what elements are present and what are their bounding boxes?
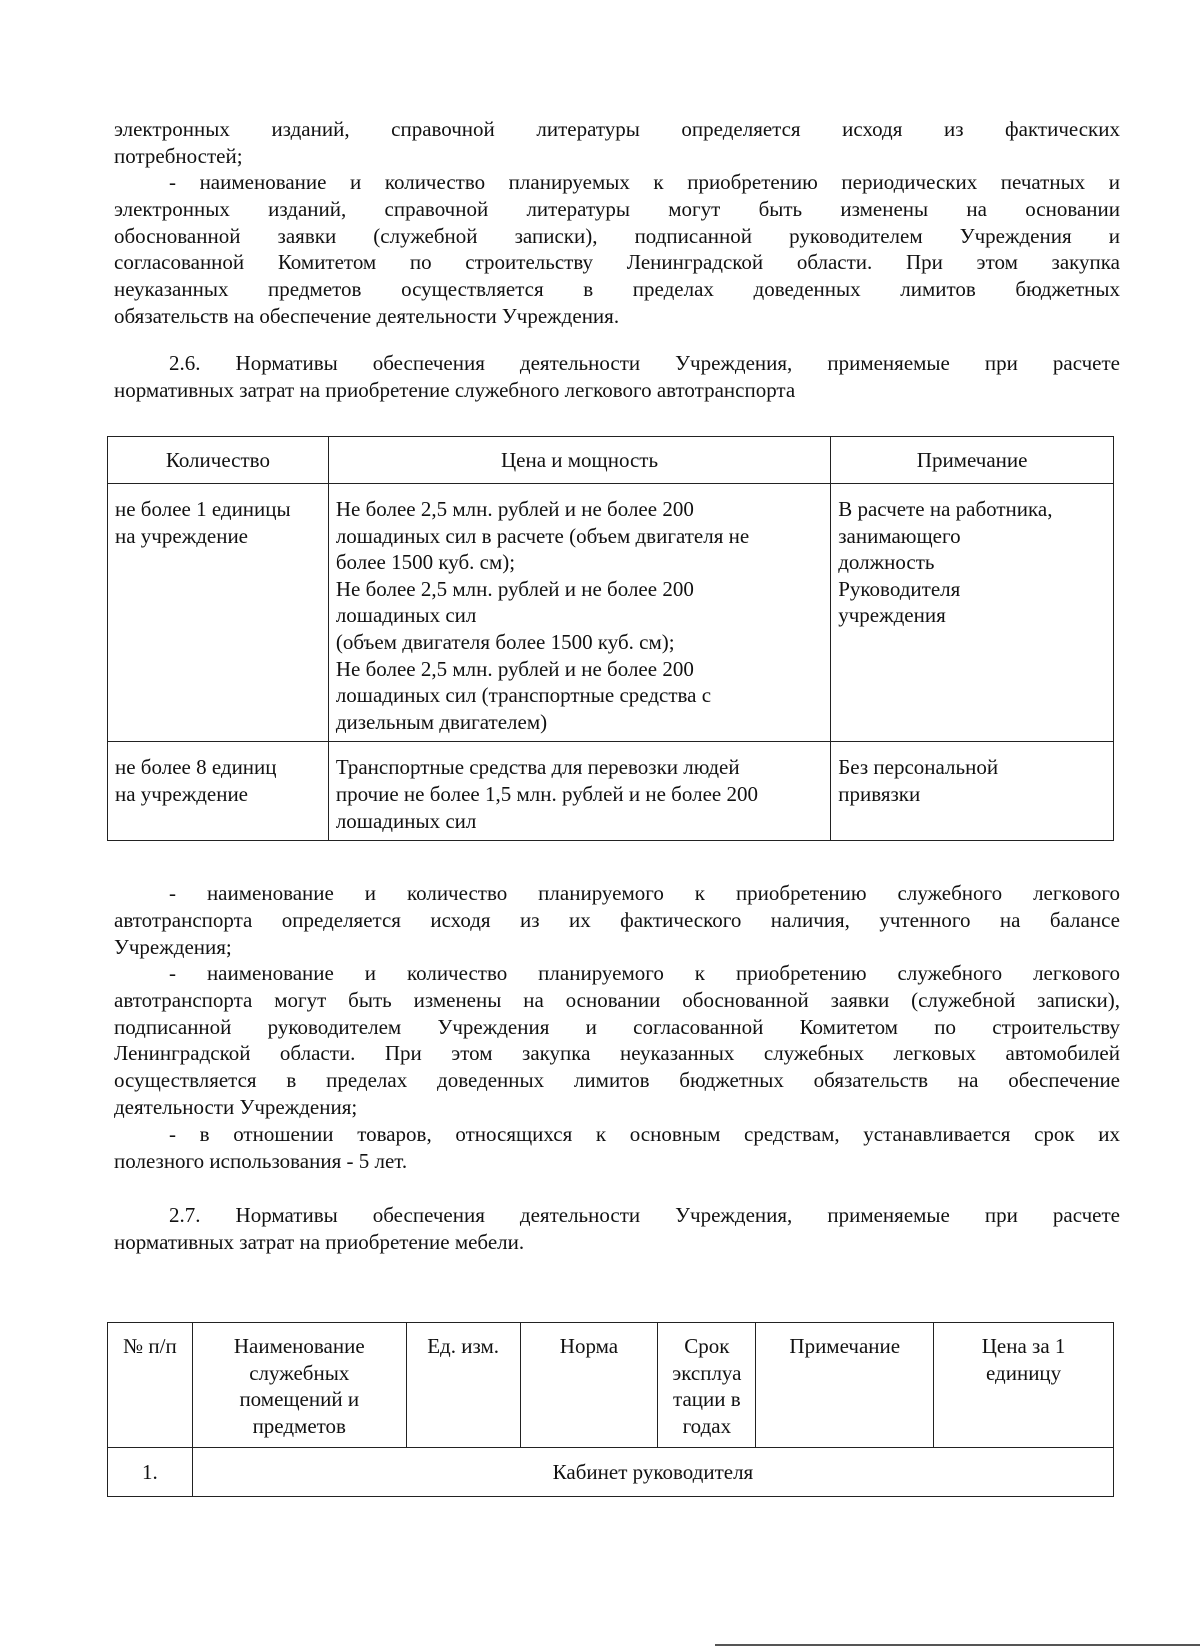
text-line: потребностей; [114, 143, 243, 168]
text-line: нормативных затрат на приобретение служебного легкового автотранспорта [114, 377, 796, 402]
vehicle-norms-table [107, 436, 1114, 841]
text-line: 2.6. Нормативы обеспечения деятельности Учреждения, применяемые при расчете [169, 351, 1120, 375]
text-line: - в отношении товаров, относящихся к основным средствам, устанавливается срок их [169, 1122, 1120, 1146]
cell-line: прочие не более 1,5 млн. рублей и не более 200 [335, 781, 758, 806]
cell-line: более 1500 куб. см); [335, 550, 516, 575]
cell-line: Транспортные средства для перевозки людей [335, 755, 740, 780]
header-line: помещений и [239, 1387, 360, 1412]
text-line: электронных изданий, справочной литературы могут быть изменены на основании [114, 196, 1120, 221]
paragraph-vehicle-change [114, 960, 1120, 1121]
cell-quantity [108, 742, 329, 841]
column-header-number [108, 1323, 193, 1448]
cell-line: не более 8 единиц [115, 755, 277, 780]
text-line: 2.7. Нормативы обеспечения деятельности Учреждения, применяемые при расчете [169, 1203, 1120, 1227]
cell-line: дизельным двигателем) [335, 709, 548, 734]
cell-price-power [328, 484, 830, 742]
cell-line: В расчете на работника, [838, 497, 1053, 521]
cell-line: лошадиных сил [335, 603, 477, 628]
table-row [108, 1448, 1114, 1497]
column-header-norm [520, 1323, 658, 1448]
column-header-name [192, 1323, 406, 1448]
cell-line: Руководителя [838, 576, 961, 601]
cell-line: привязки [838, 781, 921, 806]
header-line: Цена за 1 [981, 1334, 1066, 1358]
column-header-note: Примечание [831, 437, 1114, 484]
cell-line: (объем двигателя более 1500 куб. см); [335, 629, 675, 654]
cell-line: не более 1 единицы [115, 497, 291, 521]
row-number: 1. [108, 1448, 193, 1497]
cell-line: должность [838, 550, 935, 575]
cell-line: на учреждение [115, 781, 249, 806]
header-line: служебных [249, 1360, 350, 1385]
text-line: электронных изданий, справочной литературы определяется исходя из фактических [114, 117, 1120, 141]
text-line: осуществляется в пределах доведенных лимитов бюджетных обязательств на обеспечение [114, 1068, 1120, 1093]
paragraph-periodicals-needs [114, 116, 1120, 170]
header-line: эксплуа [672, 1360, 742, 1385]
page-edge-line [715, 1644, 1200, 1646]
cell-note [831, 484, 1114, 742]
table-header-row [108, 1323, 1114, 1448]
text-line: - наименование и количество планируемого к приобретению служебного легкового [169, 961, 1120, 985]
column-header-price-power: Цена и мощность [328, 437, 830, 484]
table-row [108, 742, 1114, 841]
cell-line: Без персональной [838, 755, 999, 780]
section-row-title: Кабинет руководителя [192, 1448, 1113, 1497]
paragraph-fixed-assets [114, 1121, 1120, 1175]
text-line: неуказанных предметов осуществляется в пределах доведенных лимитов бюджетных [114, 277, 1120, 302]
header-line: Примечание [789, 1334, 901, 1358]
text-line: обязательств на обеспечение деятельности Учреждения. [114, 303, 620, 328]
header-line: единицу [985, 1360, 1062, 1385]
text-line: полезного использования - 5 лет. [114, 1148, 408, 1173]
section-heading-2-6 [114, 350, 1120, 404]
cell-price-power [328, 742, 830, 841]
header-line: Срок [684, 1334, 730, 1358]
cell-quantity [108, 484, 329, 742]
table-header-row [108, 437, 1114, 484]
section-heading-2-7 [114, 1202, 1120, 1256]
cell-line: занимающего [838, 523, 961, 548]
column-header-unit [406, 1323, 520, 1448]
header-line: Ед. изм. [427, 1334, 499, 1358]
text-line: автотранспорта могут быть изменены на основании обоснованной заявки (служебной записки), [114, 987, 1120, 1012]
text-line: - наименование и количество планируемого к приобретению служебного легкового [169, 881, 1120, 905]
text-line: автотранспорта определяется исходя из их фактического наличия, учтенного на балансе [114, 907, 1120, 932]
column-header-lifetime [658, 1323, 756, 1448]
text-line: - наименование и количество планируемых к приобретению периодических печатных и [169, 170, 1120, 194]
table-row [108, 484, 1114, 742]
cell-line: лошадиных сил в расчете (объем двигателя не [335, 523, 750, 548]
text-line: обоснованной заявки (служебной записки), подписанной руководителем Учреждения и [114, 223, 1120, 248]
text-line: деятельности Учреждения; [114, 1094, 358, 1119]
text-line: согласованной Комитетом по строительству Ленинградской области. При этом закупка [114, 250, 1120, 275]
cell-line: лошадиных сил (транспортные средства с [335, 683, 712, 708]
cell-line: лошадиных сил [335, 808, 477, 833]
text-line: Учреждения; [114, 934, 232, 959]
text-line: нормативных затрат на приобретение мебели. [114, 1229, 525, 1254]
text-line: подписанной руководителем Учреждения и согласованной Комитетом по строительству [114, 1014, 1120, 1039]
column-header-quantity: Количество [108, 437, 329, 484]
cell-line: на учреждение [115, 523, 249, 548]
header-line: № п/п [123, 1334, 177, 1358]
cell-line: Не более 2,5 млн. рублей и не более 200 [335, 576, 694, 601]
header-line: предметов [252, 1413, 346, 1438]
cell-line: Не более 2,5 млн. рублей и не более 200 [335, 656, 694, 681]
header-line: Наименование [233, 1334, 365, 1358]
column-header-note [756, 1323, 934, 1448]
header-line: годах [682, 1413, 732, 1438]
column-header-unit-price [934, 1323, 1114, 1448]
furniture-norms-table [107, 1322, 1114, 1497]
cell-line: Не более 2,5 млн. рублей и не более 200 [335, 497, 694, 521]
header-line: тации в [673, 1387, 741, 1412]
cell-note [831, 742, 1114, 841]
paragraph-periodicals-change [114, 169, 1120, 330]
text-line: Ленинградской области. При этом закупка неуказанных служебных легковых автомобилей [114, 1041, 1120, 1066]
cell-line: учреждения [838, 603, 946, 628]
header-line: Норма [559, 1334, 619, 1358]
paragraph-vehicle-quantity [114, 880, 1120, 960]
